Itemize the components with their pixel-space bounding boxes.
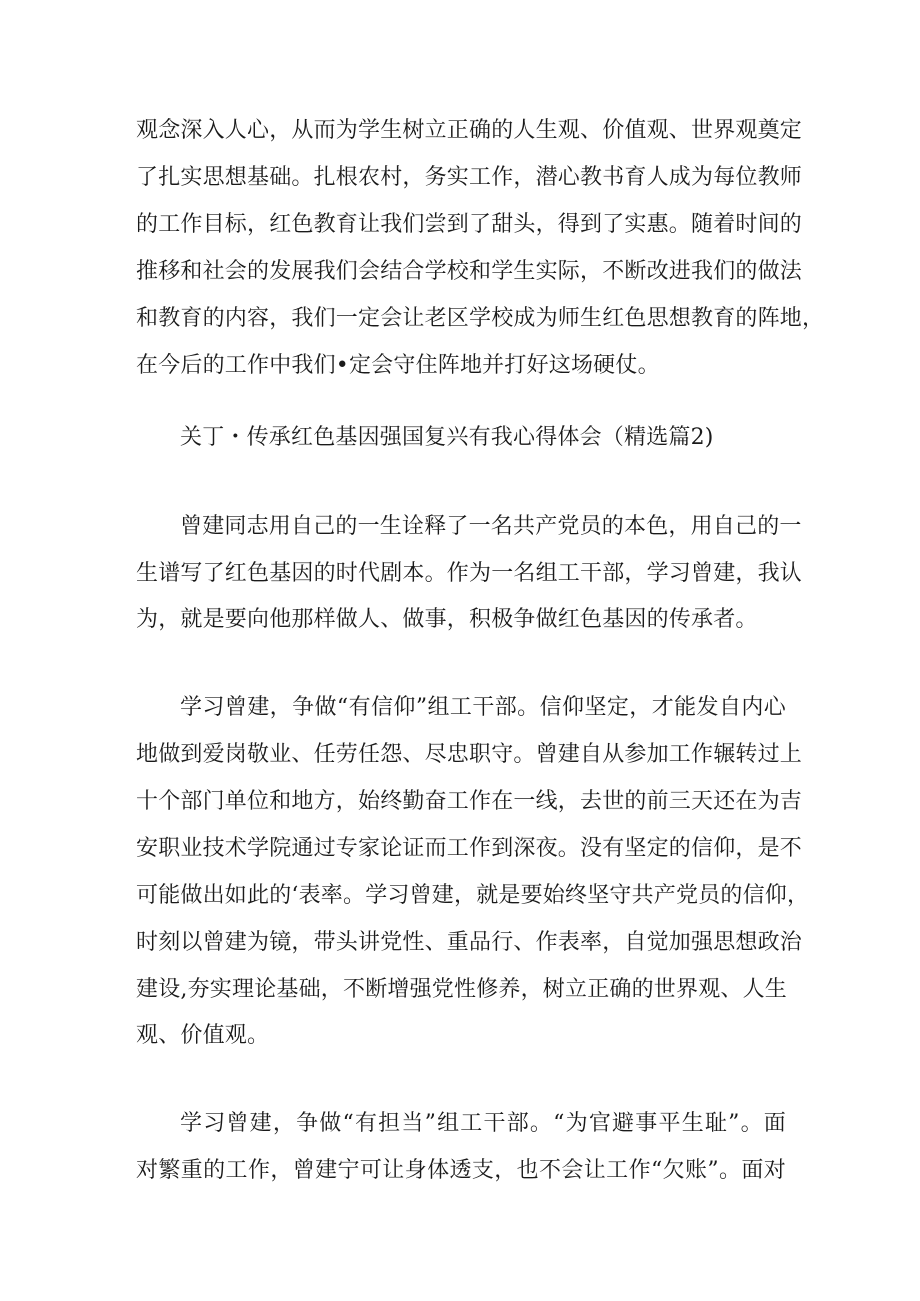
- paragraph-1-line-1: 观念深入人心，从而为学生树立正确的人生观、价值观、世界观奠定: [136, 118, 803, 143]
- paragraph-3-line-3: 十个部门单位和地方，始终勤奋工作在一线，去世的前三天还在为吉: [136, 789, 803, 814]
- paragraph-4-line-2: 对繁重的工作，曾建宁可让身体透支，也不会让工作“欠账”。面对: [136, 1158, 786, 1183]
- paragraph-1-line-4: 推移和社会的发展我们会结合学校和学生实际，不断改进我们的做法: [136, 259, 803, 284]
- paragraph-1-line-6: 在今后的工作中我们•定会守住阵地并打好这场硬仗。: [136, 353, 660, 378]
- paragraph-3-line-2: 地做到爱岗敬业、任劳任怨、尽忠职守。曾建自从参加工作辗转过上: [136, 742, 803, 767]
- paragraph-3-line-1: 学习曾建，争做“有信仰”组工干部。信仰坚定，才能发自内心: [180, 695, 786, 720]
- paragraph-2-line-2: 生谱写了红色基因的时代剧本。作为一名组工干部，学习曾建，我认: [136, 561, 803, 586]
- paragraph-3-line-5: 可能做出如此的‘表率。学习曾建，就是要始终坚守共产党员的信仰，: [136, 883, 810, 908]
- paragraph-2-line-1: 曾建同志用自己的一生诠释了一名共产党员的本色，用自己的一: [180, 514, 802, 539]
- paragraph-1-line-3: 的工作目标，红色教育让我们尝到了甜头，得到了实惠。随着时间的: [136, 212, 803, 237]
- paragraph-1-line-2: 了扎实思想基础。扎根农村，务实工作，潜心教书育人成为每位教师: [136, 165, 803, 190]
- paragraph-4-line-1: 学习曾建，争做“有担当”组工干部。“为官避事平生耻”。面: [180, 1111, 786, 1136]
- paragraph-2-line-3: 为，就是要向他那样做人、做事，积极争做红色基因的传承者。: [136, 607, 758, 632]
- paragraph-3-line-8: 观、价值观。: [136, 1023, 270, 1048]
- paragraph-3-line-7: 建设,夯实理论基础，不断增强党性修养，树立正确的世界观、人生: [136, 977, 787, 1002]
- paragraph-3-line-6: 时刻以曾建为镜，带头讲党性、重品行、作表率，自觉加强思想政治: [136, 930, 803, 955]
- paragraph-1-line-5: 和教育的内容，我们一定会让老区学校成为师生红色思想教育的阵地，: [136, 306, 825, 331]
- section-heading: 关丁・传承红色基因强国复兴有我心得体会（精选篇2): [180, 425, 714, 450]
- paragraph-3-line-4: 安职业技术学院通过专家论证而工作到深夜。没有坚定的信仰，是不: [136, 836, 803, 861]
